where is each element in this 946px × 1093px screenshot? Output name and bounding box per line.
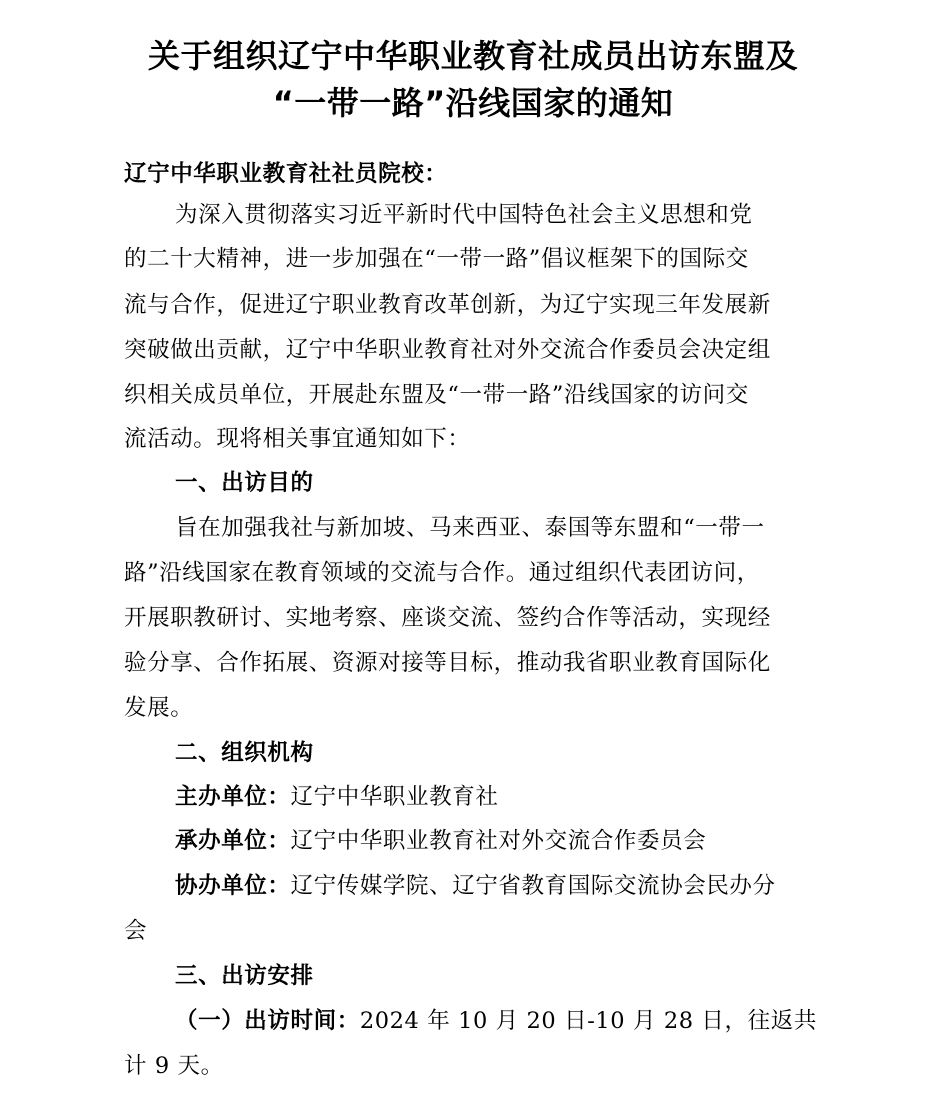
section-1-line: 发展。 [124,695,194,721]
time-value: 2024 年 10 月 20 日-10 月 28 日，往返共 [359,1008,817,1034]
time-value-cont: 计 9 天。 [124,1053,224,1079]
section-1-line: 旨在加强我社与新加坡、马来西亚、泰国等东盟和“一带一 [175,515,765,541]
time-label: （一）出访时间： [175,1008,360,1034]
intro-line: 流与合作，促进辽宁职业教育改革创新，为辽宁实现三年发展新 [124,292,771,318]
salutation: 辽宁中华职业教育社社员院校： [124,161,448,187]
document-title-line-1: 关于组织辽宁中华职业教育社成员出访东盟及 [147,37,798,75]
intro-line: 流活动。现将相关事宜通知如下： [124,426,471,452]
section-3-heading: 三、出访安排 [175,963,314,989]
intro-line: 织相关成员单位，开展赴东盟及“一带一路”沿线国家的访问交 [124,382,749,408]
intro-line: 的二十大精神，进一步加强在“一带一路”倡议框架下的国际交 [124,246,749,272]
host-value: 辽宁中华职业教育社 [290,784,499,810]
organizer-label: 承办单位： [175,828,291,854]
co-organizer-value-cont: 会 [124,918,148,944]
document-title-line-2: “一带一路”沿线国家的通知 [272,84,674,122]
section-1-heading: 一、出访目的 [175,470,314,496]
organizer-row [175,826,706,856]
organizer-value: 辽宁中华职业教育社对外交流合作委员会 [290,828,707,854]
section-1-line: 路”沿线国家在教育领域的交流与合作。通过组织代表团访问， [124,560,760,586]
intro-line: 突破做出贡献，辽宁中华职业教育社对外交流合作委员会决定组 [124,337,771,363]
host-row [175,782,498,812]
co-organizer-value: 辽宁传媒学院、辽宁省教育国际交流协会民办分 [290,873,776,899]
section-2-heading: 二、组织机构 [175,740,314,766]
intro-line: 为深入贯彻落实习近平新时代中国特色社会主义思想和党 [175,202,753,228]
co-organizer-label: 协办单位： [175,873,291,899]
section-1-line: 开展职教研讨、实地考察、座谈交流、签约合作等活动，实现经 [124,605,771,631]
co-organizer-row [175,871,776,901]
time-row [175,1006,817,1036]
section-1-line: 验分享、合作拓展、资源对接等目标，推动我省职业教育国际化 [124,650,771,676]
host-label: 主办单位： [175,784,291,810]
